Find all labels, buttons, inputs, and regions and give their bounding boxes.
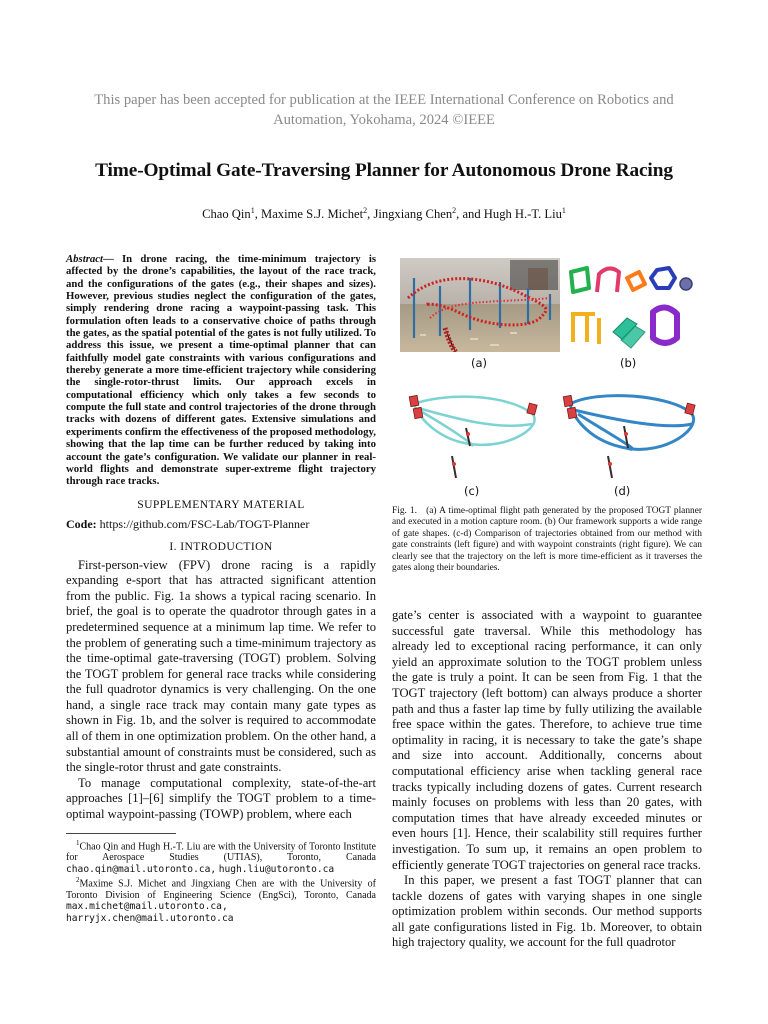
publication-notice: This paper has been accepted for publication at the IEEE International Conference on Robotics and Automation, Yokohama, 2024 ©IEEE bbox=[94, 92, 674, 128]
left-column bbox=[66, 253, 376, 924]
author-list bbox=[20, 206, 748, 222]
abstract: Abstract— In drone racing, the time-minimum trajectory is affected by the drone’s capabilities, the layout of the race track, and the configurations of the gates (e.g., their shapes and sizes). However, previous studies neglect the configuration of the gates, simply rendering drone racing a waypoint-passing task. This formulation often leads to a conservative choice of paths through the gates, as the spatial potential of the gates is not fully utilized. To address this issue, we present a time-optimal planner that can faithfully model gate constraints with various configurations and thereby generate a more time-efficient trajectory while considering the single-rotor-thrust limits. Our approach excels in computational efficiency which only takes a few seconds to compute the full state and control trajectories of the drone through tracks with dozens of different gates. Extensive simulations and experiments confirm the effectiveness of the proposed methodology, showing that the lap time can be further reduced by taking into account the gate’s configuration. We validate our planner in real-world flights and demonstrate super-extreme flight trajectory through race tracks. bbox=[66, 253, 377, 488]
figure-1c-label: (c) bbox=[464, 484, 480, 498]
figure-1d-trajectory bbox=[556, 390, 704, 480]
code-line bbox=[66, 517, 376, 532]
abstract-label: Abstract bbox=[66, 253, 104, 265]
author: Jingxiang Chen$^2$, and bbox=[373, 206, 484, 222]
figure-caption-text: (a) A time-optimal flight path generated by the proposed TOGT planner and executed in a motion capture room. (b) Our framework supports a wide range of gate shapes. (c-d) Comparison of trajectories obtained from our method with gate constraints (left figure) and with waypoint constraints (right figure). We can clearly see that the trajectory on the left is more time-efficient as it traverses the gates along their boundaries. bbox=[392, 506, 702, 574]
intro-paragraph-3: gate’s center is associated with a waypoint to guarantee successful gate traversal. While this methodology has already led to exceptional racing performance, it can only yield an approximate solution to the TOGT problem unless the gate is truly a point. It can be seen from Fig. 1 that the TOGT trajectory (left bottom) can always produce a shorter path and thus a faster lap time by fully utilizing the available free space within the gates. Therefore, to achieve true time optimality in racing, it is necessary to take the gate’s shape and size into account. Additionally, concerns about computational efficiency arise when tackling general race tracks typically including dozens of gates. Current research mainly focuses on problems with less than 20 gates, with computation times that have already exceeded minutes or even hours [1]. Hence, their scalability still requires further investigation. To sum up, it remains an open problem to efficiently generate TOGT trajectories on general race tracks. bbox=[392, 608, 702, 872]
intro-paragraph-2: To manage computational complexity, state-of-the-art approaches [1]–[6] simplify the TOGT problem to a time-optimal waypoint-passing (TOWP) problem, where each bbox=[66, 775, 376, 822]
footnote-2: $^2$Maxime S.J. Michet and Jingxiang Chen are with the University of Toronto Division of Engineering Science (EngSci), Toronto, Canada max.michet@mail.utoronto.ca, harryjx.chen@mail.utoronto.ca bbox=[66, 876, 376, 924]
abstract-text: In drone racing, the time-minimum trajectory is affected by the drone’s capabilities, the layout of the race track, and the configurations of the gates (e.g., their shapes and sizes). However, previous studies neglect the configuration of the gates, simply rendering drone racing a waypoint-passing task. This formulation often leads to a conservative choice of paths through the gates, as the spatial potential of the gates is not fully utilized. To address this issue, we present a time-optimal planner that can faithfully model gate constraints with various configurations and thereby generate a more time-efficient trajectory while considering the single-rotor-thrust limits. Our approach excels in computational efficiency which only takes a few seconds to compute the full state and control trajectories of the drone through tracks with dozens of different gates. Extensive simulations and experiments confirm the effectiveness of the proposed methodology, showing that the lap time can be further reduced by taking into account the gate’s configuration. We validate our planner in real-world flights and demonstrate super-extreme flight trajectory through race tracks. bbox=[66, 253, 377, 488]
code-label: Code: bbox=[66, 516, 97, 531]
figure-1a-photo bbox=[400, 258, 560, 352]
figure-caption-block bbox=[392, 506, 702, 574]
figure-1d-label: (d) bbox=[614, 484, 631, 498]
footnote-rule bbox=[66, 833, 176, 834]
author: Chao Qin$^1$, bbox=[202, 206, 261, 222]
intro-heading: I. INTRODUCTION bbox=[169, 539, 273, 553]
figure-caption-prefix: Fig. 1. bbox=[392, 506, 417, 516]
intro-paragraph-1: First-person-view (FPV) drone racing is a rapidly expanding e-sport that has attracted significant attention from the public. Fig. 1a shows a typical racing scenario. In brief, the goal is to operate the quadrotor through gates in a predetermined sequence at a minimum lap time. We refer to the problem of generating such a time-minimum trajectory as the time-optimal gate-traversing (TOGT) problem. Solving the TOGT problem for general race tracks while considering the full quadrotor dynamics is very challenging. On the one hand, a single race track may contain many gate types as shown in Fig. 1b, and the solver is required to accommodate all of them in one optimization problem. On the other hand, a substantial amount of constraints must be considered, such as the single-rotor thrust and gate constraints. bbox=[66, 557, 376, 775]
figure-1b-label: (b) bbox=[620, 356, 637, 370]
paper-title: Time-Optimal Gate-Traversing Planner for Autonomous Drone Racing bbox=[95, 160, 673, 181]
footnote-1: $^1$Chao Qin and Hugh H.-T. Liu are with the University of Toronto Institute for Aerospace Studies (UTIAS), Toronto, Canada chao.qin@mail.utoronto.ca, hugh.liu@utoronto.ca bbox=[66, 838, 376, 875]
code-link[interactable]: https://github.com/FSC-Lab/TOGT-Planner bbox=[99, 516, 310, 531]
supplementary-heading: SUPPLEMENTARY MATERIAL bbox=[137, 497, 305, 511]
figure-1c-trajectory bbox=[400, 390, 548, 480]
right-column bbox=[392, 608, 702, 951]
figure-caption bbox=[392, 506, 702, 574]
intro-paragraph-4: In this paper, we present a fast TOGT planner that can tackle dozens of gates with varying shapes in one single optimization problem within seconds. Our method supports all gate configurations listed in Fig. 1b. Moreover, to obtain high trajectory quality, we account for the full quadrotor bbox=[392, 873, 702, 950]
author: Hugh H.-T. Liu$^1$ bbox=[483, 206, 566, 222]
author: Maxime S.J. Michet$^2$, bbox=[261, 206, 374, 222]
figure-1a-label: (a) bbox=[471, 356, 488, 370]
figure-1b-gate-shapes bbox=[565, 262, 697, 352]
